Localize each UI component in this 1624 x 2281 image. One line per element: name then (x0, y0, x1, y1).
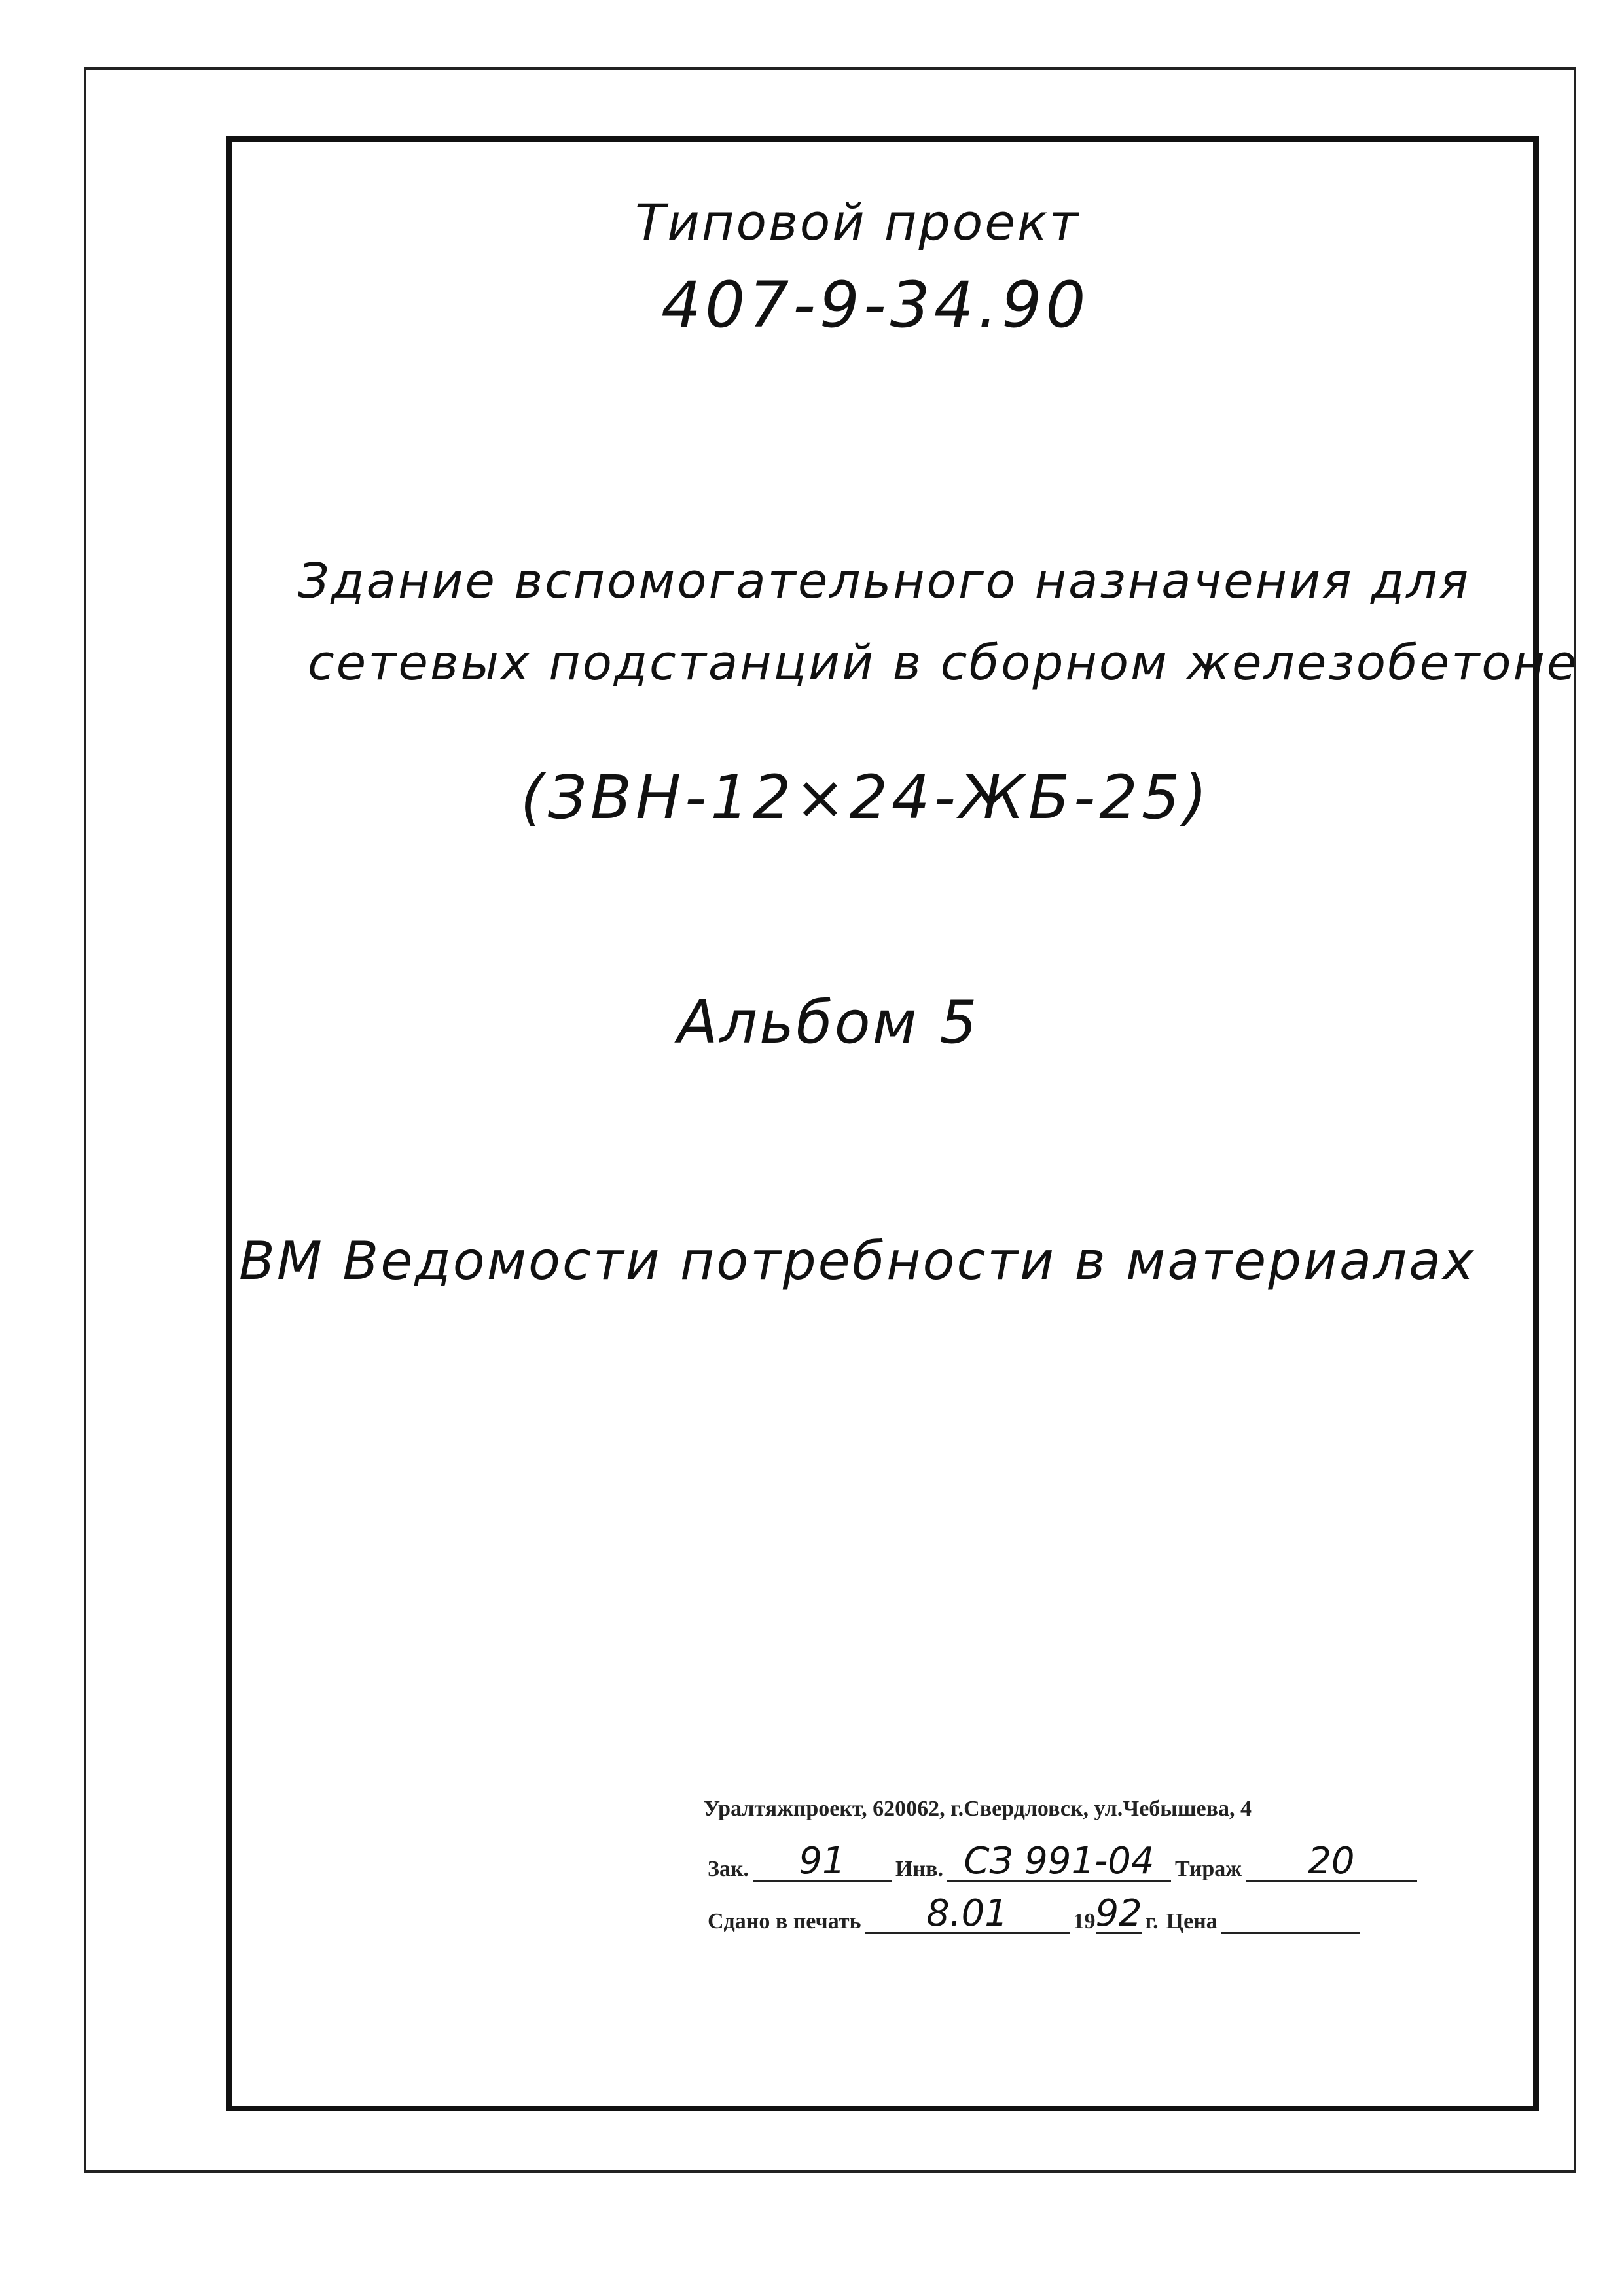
project-series: Типовой проект (635, 193, 1081, 251)
inventory-number: СЗ 991-04 (947, 1843, 1171, 1882)
section-title: ВМ Ведомости потребности в материалах (239, 1230, 1476, 1291)
album-label: Альбом 5 (677, 988, 979, 1057)
print-label: Сдано в печать (708, 1909, 861, 1933)
title-line-2: сетевых подстанций в сборном железобетоне (308, 635, 1579, 691)
year-unit: г. (1145, 1909, 1159, 1933)
year-suffix: 92 (1095, 1892, 1142, 1935)
price-label: Цена (1166, 1909, 1218, 1933)
building-code: (ЗВН-12×24-ЖБ-25) (520, 763, 1212, 833)
print-run-value: 20 (1246, 1843, 1417, 1882)
print-date-line (704, 1892, 1515, 1935)
order-line (704, 1842, 1515, 1882)
order-label: Зак. (708, 1857, 749, 1881)
print-date: 8.01 (865, 1895, 1070, 1934)
print-run-label: Тираж (1174, 1857, 1242, 1881)
price-value (1221, 1932, 1360, 1934)
title-line-1: Здание вспомогательного назначения для (298, 553, 1471, 609)
year-prefix: 19 (1073, 1909, 1096, 1933)
project-number: 407-9-34.90 (661, 268, 1090, 342)
publisher-line: Уралтяжпроект, 620062, г.Свердловск, ул.Чебышева, 4 (704, 1797, 1252, 1821)
order-number: 91 (753, 1843, 892, 1882)
inventory-label: Инв. (895, 1857, 943, 1881)
